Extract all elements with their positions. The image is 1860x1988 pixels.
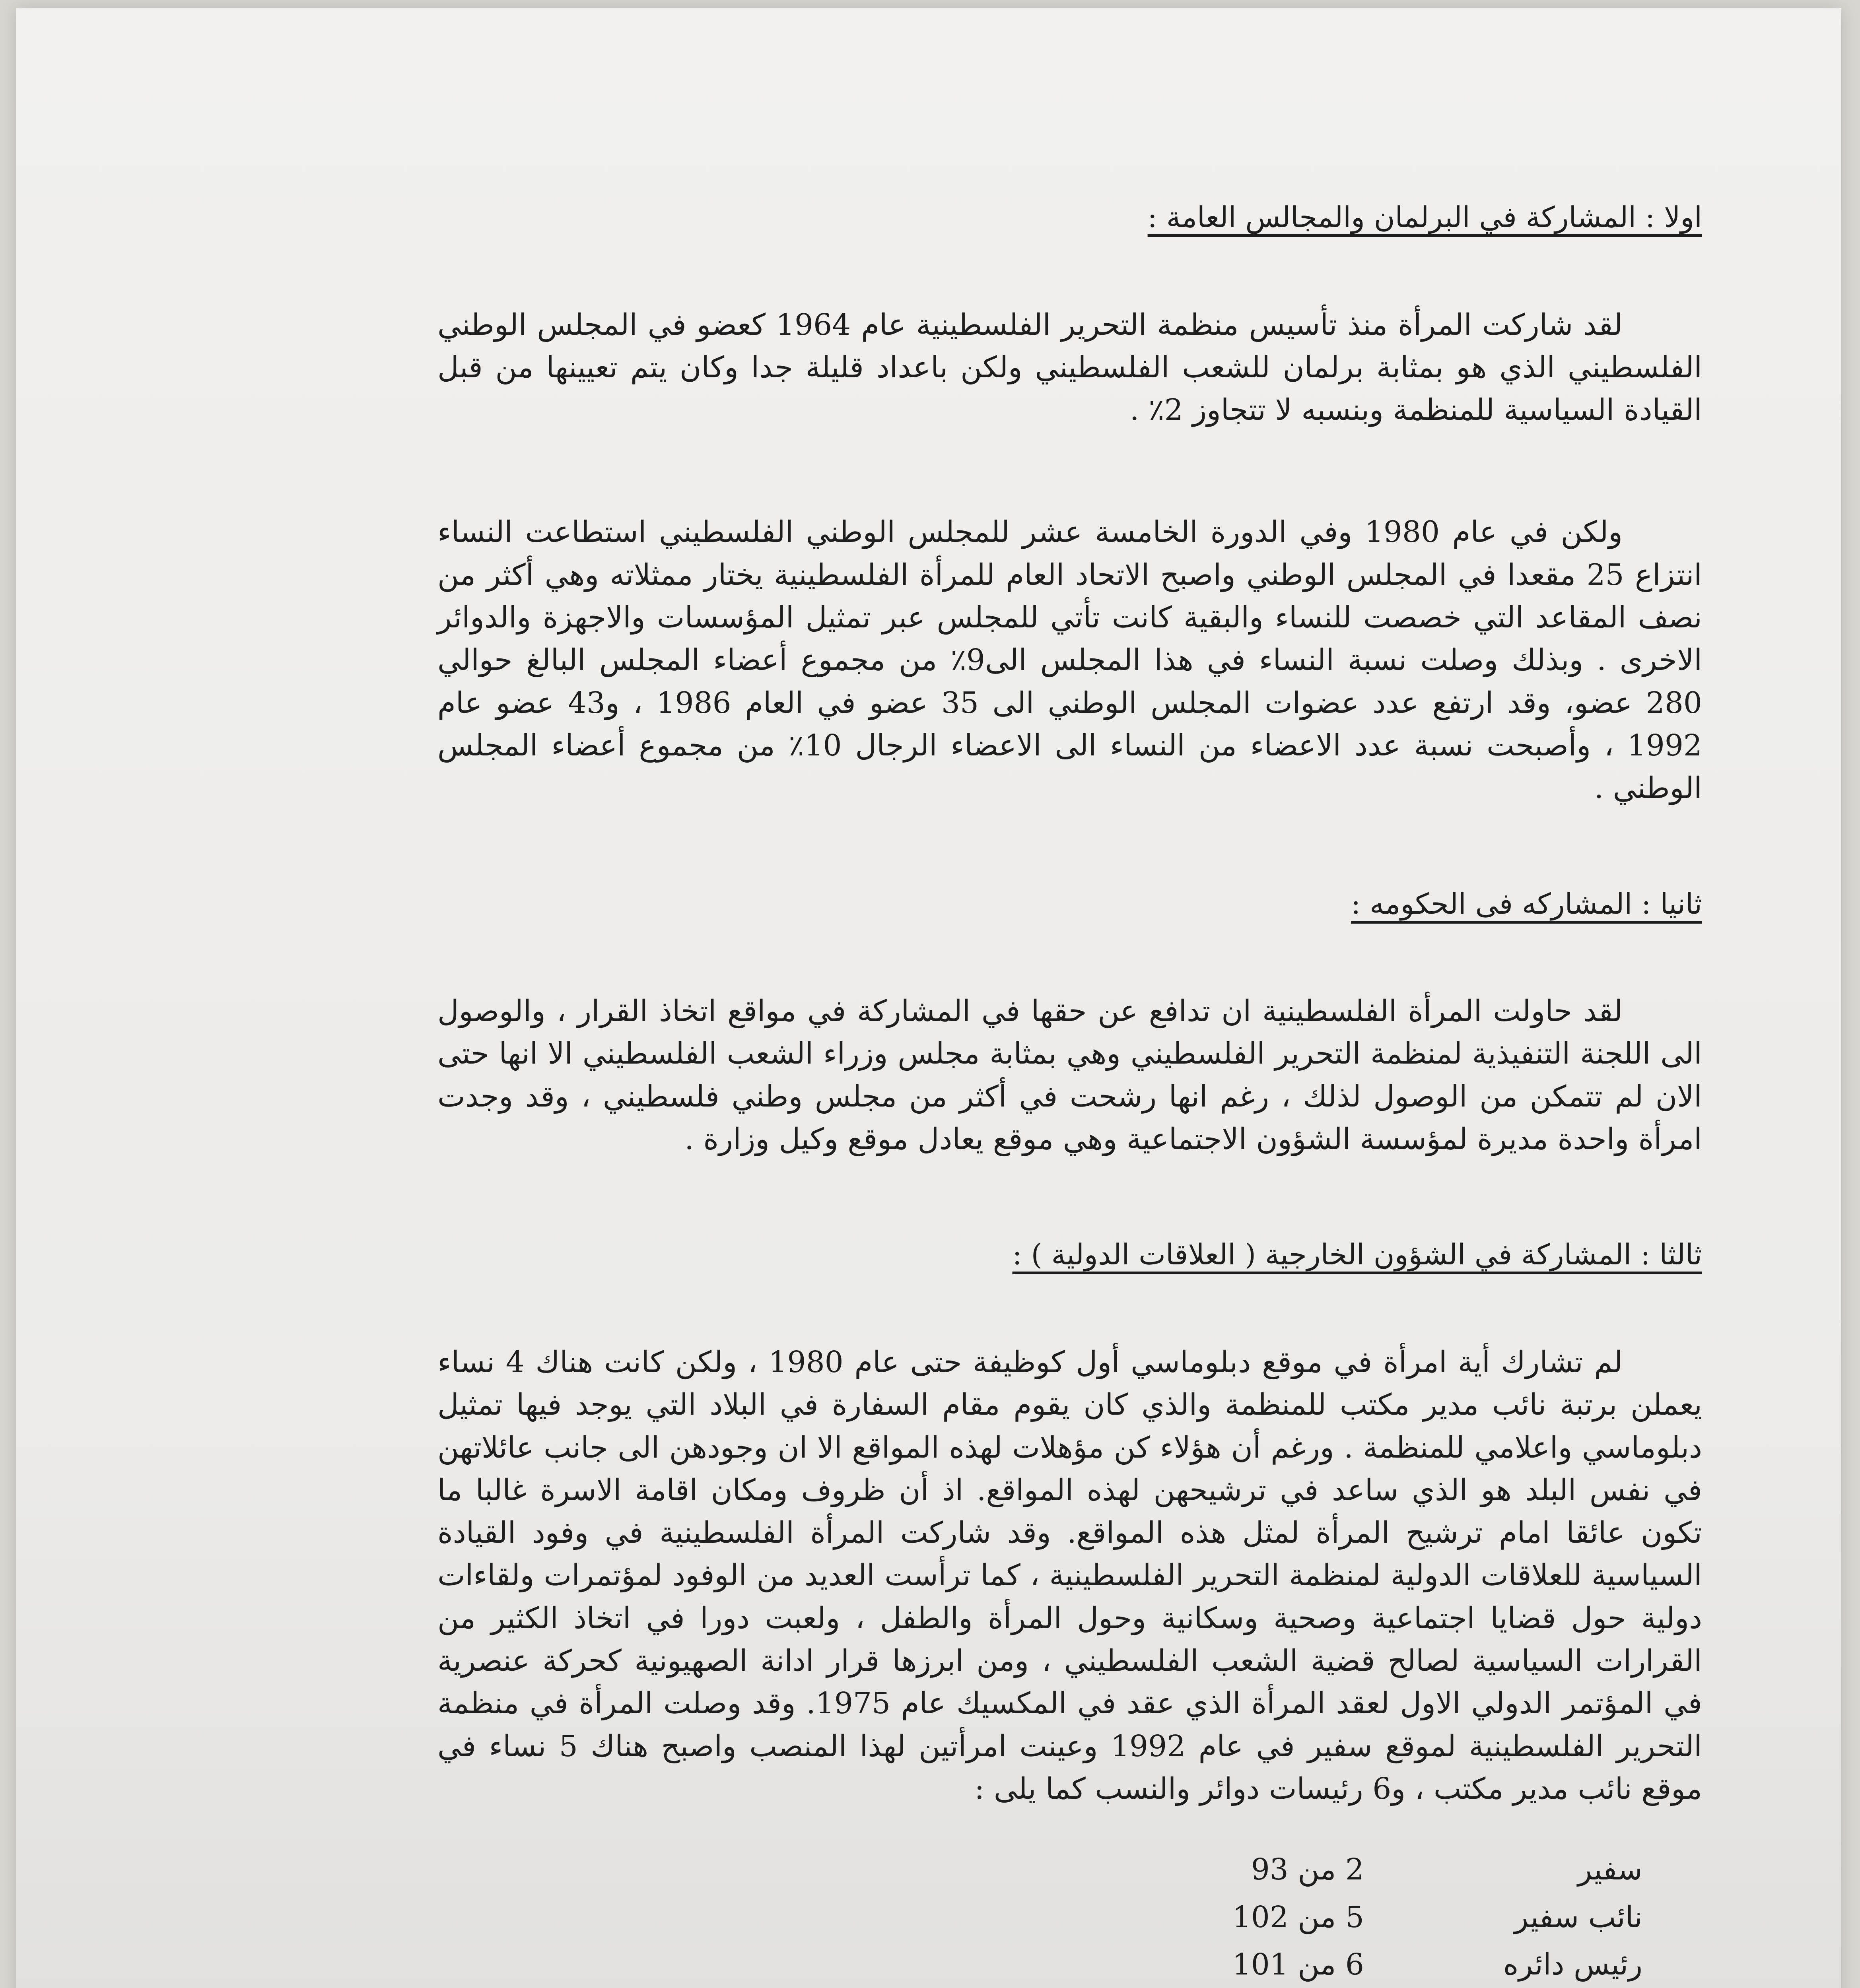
section-1-paragraph-2: ولكن في عام 1980 وفي الدورة الخامسة عشر للمجلس الوطني الفلسطيني استطاعت النساء انتزاع 25 مقعدا في المجلس الوطني واصبح الاتحاد العام للمرأة الفلسطينية يختار ممثلاته وهي أكثر من نصف المقاعد التي خصصت للنساء والبقية كانت تأتي للمجلس عبر تمثيل المؤسسات والاجهزة والدوائر الاخرى . وبذلك وصلت نسبة النساء في هذا المجلس الى9٪ من مجموع أعضاء المجلس البالغ حوالي 280 عضو، وقد ارتفع عدد عضوات المجلس الوطني الى 35 عضو في العام 1986 ، و43 عضو عام 1992 ، وأصبحت نسبة عدد الاعضاء من النساء الى الاعضاء الرجال 10٪ من مجموع أعضاء المجلس الوطني . xyxy=(437,515,1703,806)
section-2-paragraph-1: لقد حاولت المرأة الفلسطينية ان تدافع عن حقها في المشاركة في مواقع اتخاذ القرار ، والوصول الى اللجنة التنفيذية لمنظمة التحرير الفلسطيني وهي بمثابة مجلس وزراء الشعب الفلسطيني الا انها حتى الان لم تتمكن من الوصول لذلك ، رغم انها رشحت في أكثر من مجلس وطني فلسطيني ، وقد وجدت امرأة واحدة مديرة لمؤسسة الشؤون الاجتماعية وهي موقع يعادل موقع وكيل وزارة . xyxy=(437,994,1702,1157)
section-3-paragraph-1: لم تشارك أية امرأة في موقع دبلوماسي أول كوظيفة حتى عام 1980 ، ولكن كانت هناك 4 نساء يعملن برتبة نائب مدير مكتب للمنظمة والذي كان يقوم مقام السفارة في البلاد التي يوجد فيها تمثيل دبلوماسي واعلامي للمنظمة . ورغم أن هؤلاء كن مؤهلات لهذه المواقع الا ان وجودهن الى جانب عائلاتهن في نفس البلد هو الذي ساعد في ترشيحهن لهذه المواقع. اذ أن ظروف ومكان اقامة الاسرة غالبا ما تكون عائقا امام ترشيح المرأة لمثل هذه المواقع. وقد شاركت المرأة الفلسطينية في وفود القيادة السياسية للعلاقات الدولية لمنظمة التحرير الفلسطينية ، كما ترأست العديد من الوفود لمؤتمرات ولقاءات دولية حول قضايا اجتماعية وصحية وسكانية وحول المرأة والطفل ، ولعبت دورا في اتخاذ الكثير من القرارات السياسية لصالح قضية الشعب الفلسطيني ، ومن ابرزها قرار ادانة الصهيونية كحركة عنصرية في المؤتمر الدولي الاول لعقد المرأة الذي عقد في المكسيك عام 1975. وقد وصلت المرأة في منظمة التحرير الفلسطينية لموقع سفير في عام 1992 وعينت امرأتين لهذا المنصب واصبح هناك 5 نساء في موقع نائب مدير مكتب ، و6 رئيسات دوائر والنسب كما يلى : xyxy=(437,1345,1703,1806)
table-cell-rank: رئيس دائره xyxy=(1503,1947,1642,1982)
document-page xyxy=(16,8,1841,1988)
table-cell-count: 5 من 102 xyxy=(1232,1900,1364,1934)
table-cell-count: 6 من 101 xyxy=(1232,1947,1364,1982)
table-row xyxy=(1232,1894,1642,1941)
table-cell-rank: سفير xyxy=(1578,1852,1642,1887)
section-1-paragraph-1: لقد شاركت المرأة منذ تأسيس منظمة التحرير الفلسطينية عام 1964 كعضو في المجلس الوطني الفلسطيني الذي هو بمثابة برلمان للشعب الفلسطيني ولكن باعداد قليلة جدا وكان يتم تعيينها من قبل القيادة السياسية للمنظمة وبنسبه لا تتجاوز 2٪ . xyxy=(437,307,1702,427)
section-1-heading: اولا : المشاركة في البرلمان والمجالس العامة : xyxy=(1147,200,1702,234)
section-3-heading: ثالثا : المشاركة في الشؤون الخارجية ( العلاقات الدولية ) : xyxy=(1012,1238,1702,1272)
table-cell-rank: نائب سفير xyxy=(1514,1900,1642,1934)
document-content xyxy=(437,199,1702,1988)
table-cell-count: 2 من 93 xyxy=(1251,1852,1364,1887)
table-row xyxy=(1232,1941,1642,1988)
table-row xyxy=(1232,1846,1642,1893)
positions-table xyxy=(1232,1846,1642,1988)
section-2-heading: ثانيا : المشاركه فى الحكومه : xyxy=(1351,887,1702,920)
